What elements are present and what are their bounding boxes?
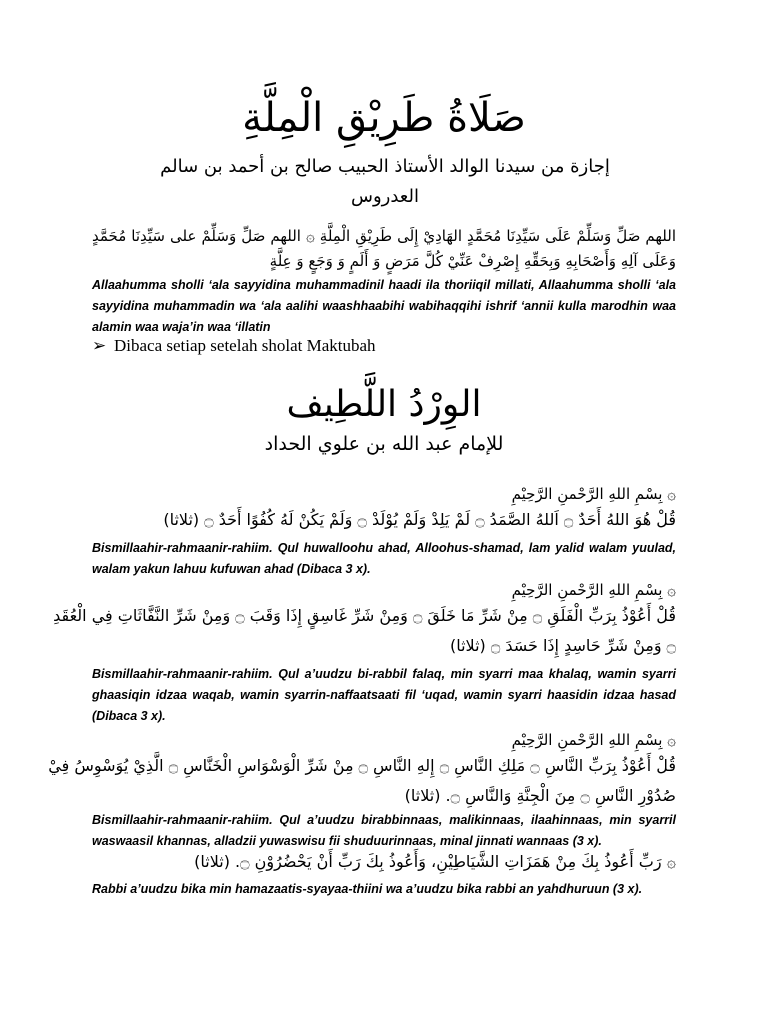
- falaq-arabic-line2: ۝ وَمِنْ شَرِّ حَاسِدٍ إِذَا حَسَدَ ۝ (ثلاثا): [449, 636, 676, 655]
- arrow-bullet-icon: ➢: [92, 336, 107, 355]
- rabbi-arabic: ۞ رَبِّ أَعُوذُ بِكَ مِنْ هَمَزَاتِ الشَّيَاطِيْنِ، وَأَعُوذُ بِكَ رَبِّ أَنْ يَحْضُرُوْنِ ۝. (ثلاثا): [194, 852, 676, 871]
- basmalah-nas: ۞ بِسْمِ اللهِ الرَّحْمنِ الرَّحِيْمِ: [511, 731, 676, 749]
- ijazah-subtitle: إجازة من سيدنا الوالد الأستاذ الحبيب صالح بن أحمد بن سالم العدروس: [160, 156, 610, 207]
- salawat-latin: Allaahumma sholli ‘ala sayyidina muhammadinil haadi ila thoriiqil millati, Allaahumma sholli ‘ala sayyidina muhammadin wa ‘ala aalihi waashhaabihi wabihaqqihi ishrif ‘annii kulla marodhin waa alamin waa waja’in waa ‘illatin: [92, 278, 676, 334]
- rabbi-latin: Rabbi a’uudzu bika min hamazaatis-syayaa-thiini wa a’uudzu bika rabbi an yahdhuruun (3 x).: [92, 882, 643, 896]
- nas-arabic-line2: صُدُوْرِ النَّاسِ ۝ مِنَ الْجِنَّةِ وَالنَّاسِ ۝. (ثلاثا): [404, 786, 676, 805]
- salawat-arabic: اللهم صَلِّ وَسَلِّمْ عَلَى سَيِّدِنَا مُحَمَّدٍ الهَادِيْ إِلَى طَرِيْقِ الْمِلَّةِ ۞ اللهم صَلِّ وَسَلِّمْ على سَيِّدِنَا مُحَمَّدٍ وَعَلَى آلِهِ وَأَصْحَابِهِ وَبِحَقِّهِ إِصْرِفْ عَنِّيْ كُلَّ مَرَضٍ وَ أَلَمٍ وَ وَجَعٍ وَ عِلَّةٍ: [92, 227, 676, 270]
- basmalah-ikhlas: ۞ بِسْمِ اللهِ الرَّحْمنِ الرَّحِيْمِ: [511, 485, 676, 503]
- nas-arabic-line1: قُلْ أَعُوْذُ بِرَبِّ النَّاسِ ۝ مَلِكِ النَّاسِ ۝ إِلهِ النَّاسِ ۝ مِنْ شَرِّ الْوَسْوَاسِ الْخَنَّاسِ ۝ الَّذِيْ يُوَسْوِسُ فِيْ: [48, 756, 676, 775]
- wird-author: للإمام عبد الله بن علوي الحداد: [264, 433, 504, 455]
- instruction-text: Dibaca setiap setelah sholat Maktubah: [114, 336, 376, 355]
- nas-latin: Bismillaahir-rahmaanir-rahiim. Qul a’uudzu birabbinnaas, malikinnaas, ilaahinnaas, min syarril waswaasil khannas, alladzii yuwaswisu fii shuduurinnaas, minal jinnati wannaas (3 x).: [92, 813, 676, 848]
- ikhlas-latin: Bismillaahir-rahmaanir-rahiim. Qul huwalloohu ahad, Alloohus-shamad, lam yalid walam yuulad, walam yakun lahuu kufuwan ahad (Dibaca 3 x).: [92, 541, 676, 576]
- basmalah-falaq: ۞ بِسْمِ اللهِ الرَّحْمنِ الرَّحِيْمِ: [511, 581, 676, 599]
- page-title: صَلَاةُ طَرِيْقِ الْمِلَّةِ: [242, 95, 526, 141]
- falaq-latin: Bismillaahir-rahmaanir-rahiim. Qul a’uudzu bi-rabbil falaq, min syarri maa khalaq, wamin syarri ghaasiqin idzaa waqab, wamin syarrin-naffaatsaati fil ‘uqad, wamin syarri haasidin idzaa hasad (Dibaca 3 x).: [92, 667, 676, 723]
- ikhlas-arabic: قُلْ هُوَ اللهُ أَحَدٌ ۝ اَللهُ الصَّمَدُ ۝ لَمْ يَلِدْ وَلَمْ يُوْلَدْ ۝ وَلَمْ يَكُنْ لَهُ كُفُوًا أَحَدٌ ۝ (ثلاثا): [163, 510, 676, 529]
- falaq-arabic-line1: قُلْ أَعُوْذُ بِرَبِّ الْفَلَقِ ۝ مِنْ شَرِّ مَا خَلَقَ ۝ وَمِنْ شَرِّ غَاسِقٍ إِذَا وَقَبَ ۝ وَمِنْ شَرِّ النَّفَّاثَاتِ فِي الْعُقَدِ: [53, 606, 676, 625]
- instruction-bullet: [92, 335, 676, 357]
- wird-title: الوِرْدُ اللَّطِيف: [286, 384, 482, 425]
